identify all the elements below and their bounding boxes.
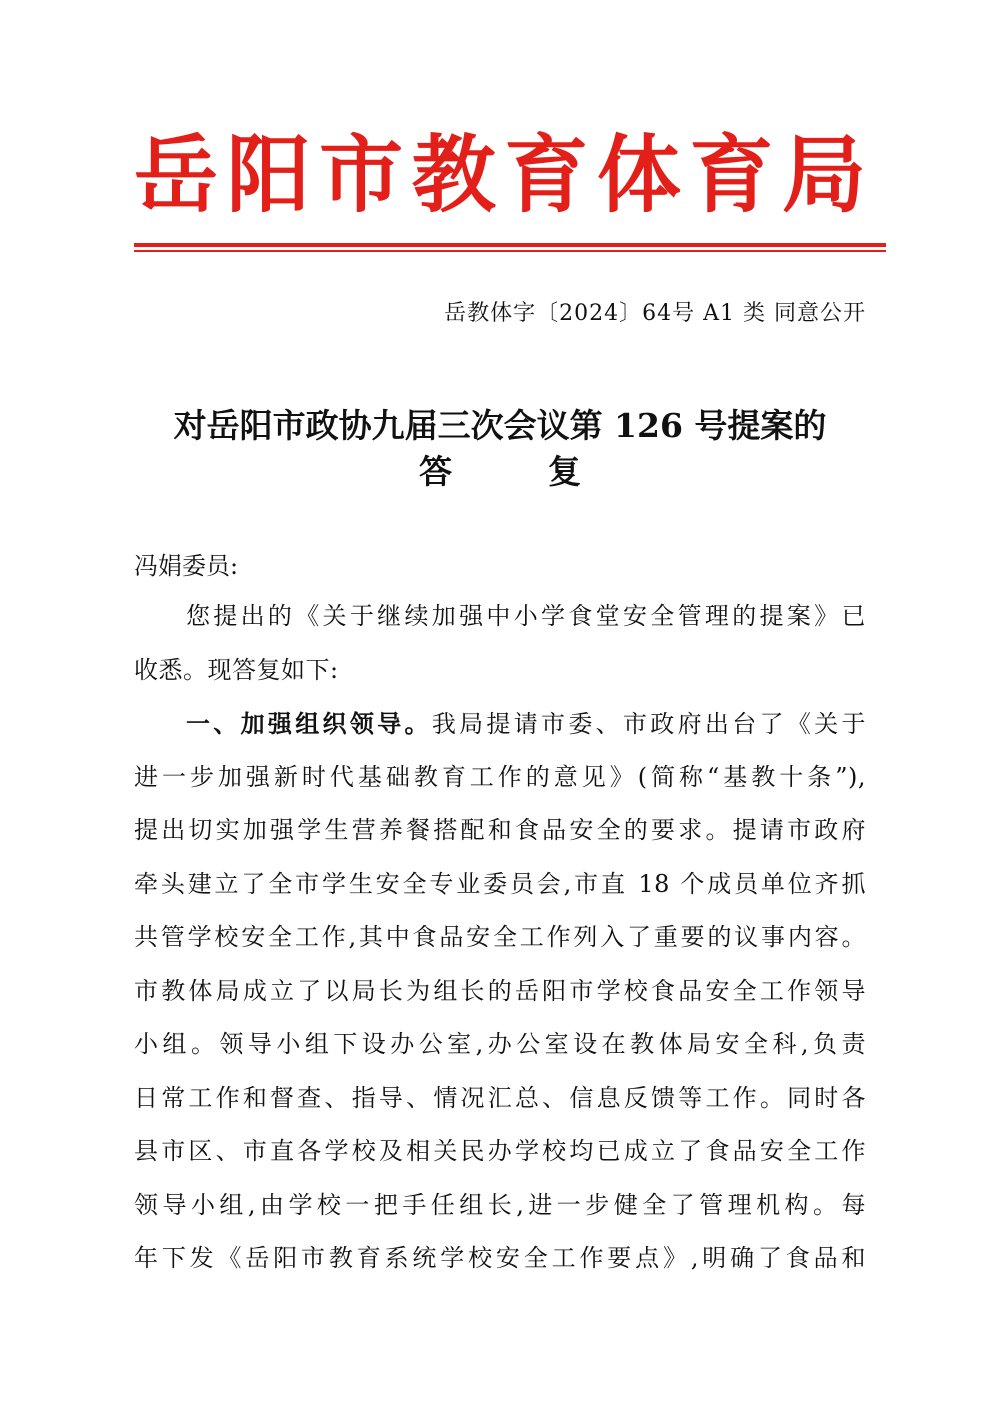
letterhead-title (134, 120, 866, 230)
letterhead-char: 阳 (226, 125, 311, 224)
document-title-reply (0, 448, 1000, 496)
paragraph-line: 提出切实加强学生营养餐搭配和食品安全的要求。提请市政府 (134, 816, 866, 844)
salutation: 冯娟委员: (134, 552, 239, 580)
paragraph-line: 县市区、市直各学校及相关民办学校均已成立了食品安全工作 (134, 1137, 866, 1165)
paragraph-line: 牵头建立了全市学生安全专业委员会,市直 18 个成员单位齐抓 (134, 869, 866, 898)
paragraph-line: 收悉。现答复如下: (134, 655, 339, 684)
letterhead-rule-thin (134, 250, 886, 252)
paragraph-line: 领导小组,由学校一把手任组长,进一步健全了管理机构。每 (134, 1190, 866, 1219)
section1-paragraph (134, 697, 866, 1286)
title-reply-char: 答 (419, 452, 452, 491)
letterhead-char: 岳 (134, 125, 219, 224)
paragraph-line: 进一步加强新时代基础教育工作的意见》(简称“基教十条”), (134, 762, 866, 791)
document-title: 对岳阳市政协九届三次会议第 126 号提案的 (173, 406, 827, 445)
paragraph-line: 市教体局成立了以局长为组长的岳阳市学校食品安全工作领导 (134, 976, 866, 1005)
paragraph-line: 小组。领导小组下设办公室,办公室设在教体局安全科,负责 (134, 1030, 866, 1058)
letterhead-char: 教 (411, 125, 496, 224)
paragraph-line (134, 697, 866, 751)
letterhead-char: 育 (504, 125, 589, 224)
title-reply-char: 复 (548, 452, 581, 491)
letterhead-char: 市 (319, 125, 404, 224)
document-number: 岳教体字〔2024〕64号 A1 类 同意公开 (444, 301, 866, 326)
letterhead-rule-thick (134, 243, 886, 247)
paragraph-line: 日常工作和督查、指导、情况汇总、信息反馈等工作。同时各 (134, 1083, 866, 1112)
section1-text: 我局提请市委、市政府出台了《关于 (431, 710, 866, 738)
letterhead-char: 体 (596, 125, 681, 224)
paragraph-line: 年下发《岳阳市教育系统学校安全工作要点》,明确了食品和 (134, 1244, 866, 1272)
paragraph-line: 共管学校安全工作,其中食品安全工作列入了重要的议事内容。 (134, 923, 866, 951)
letterhead-char: 育 (689, 125, 774, 224)
paragraph-line: 您提出的《关于继续加强中小学食堂安全管理的提案》已 (186, 602, 866, 630)
letterhead-char: 局 (781, 125, 866, 224)
section1-heading: 一、加强组织领导。 (186, 709, 432, 738)
intro-paragraph (134, 590, 866, 697)
